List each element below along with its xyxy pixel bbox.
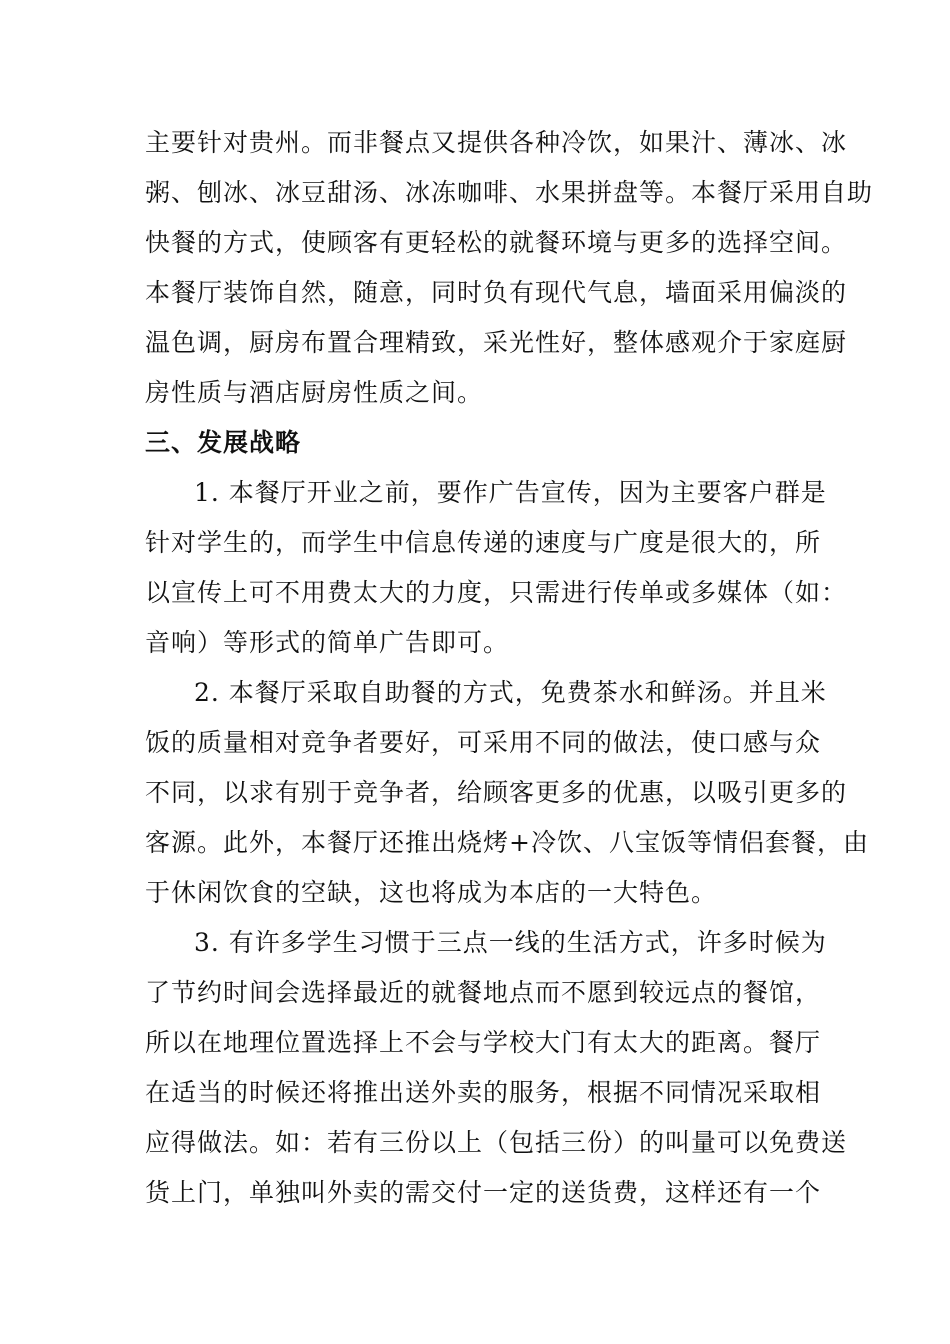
intro-line-2: 粥、刨冰、冰豆甜汤、冰冻咖啡、水果拼盘等。本餐厅采用自助 (145, 178, 874, 207)
item3-line-5: 应得做法。如：若有三份以上（包括三份）的叫量可以免费送 (145, 1128, 848, 1157)
item3-line-4: 在适当的时候还将推出送外卖的服务，根据不同情况采取相 (145, 1078, 822, 1107)
item1-line-2: 针对学生的，而学生中信息传递的速度与广度是很大的，所 (145, 528, 822, 557)
intro-line-6: 房性质与酒店厨房性质之间。 (145, 378, 484, 407)
item1-line-4: 音响）等形式的简单广告即可。 (145, 628, 510, 657)
intro-line-4: 本餐厅装饰自然，随意，同时负有现代气息，墙面采用偏淡的 (145, 278, 848, 307)
intro-line-1: 主要针对贵州。而非餐点又提供各种冷饮，如果汁、薄冰、冰 (145, 128, 848, 157)
item2-line-5: 于休闲饮食的空缺，这也将成为本店的一大特色。 (145, 878, 718, 907)
item3-line-2: 了节约时间会选择最近的就餐地点而不愿到较远点的餐馆， (145, 978, 822, 1007)
item2-line-2: 饭的质量相对竞争者要好，可采用不同的做法，使口感与众 (145, 728, 822, 757)
item2-line-1: 2. 本餐厅采取自助餐的方式，免费茶水和鲜汤。并且米 (194, 678, 827, 707)
intro-line-5: 温色调，厨房布置合理精致，采光性好，整体感观介于家庭厨 (145, 328, 848, 357)
item1-line-3: 以宣传上可不用费太大的力度，只需进行传单或多媒体（如： (145, 578, 848, 607)
item3-line-3: 所以在地理位置选择上不会与学校大门有太大的距离。餐厅 (145, 1028, 822, 1057)
item2-line-3: 不同，以求有别于竞争者，给顾客更多的优惠，以吸引更多的 (145, 778, 848, 807)
item2-line-4: 客源。此外，本餐厅还推出烧烤+冷饮、八宝饭等情侣套餐，由 (145, 828, 869, 857)
intro-line-3: 快餐的方式，使顾客有更轻松的就餐环境与更多的选择空间。 (145, 228, 848, 257)
item1-line-1: 1. 本餐厅开业之前，要作广告宣传，因为主要客户群是 (194, 478, 827, 507)
item3-line-6: 货上门，单独叫外卖的需交付一定的送货费，这样还有一个 (145, 1178, 822, 1207)
item3-line-1: 3. 有许多学生习惯于三点一线的生活方式，许多时候为 (194, 928, 827, 957)
section-heading: 三、发展战略 (145, 428, 302, 457)
